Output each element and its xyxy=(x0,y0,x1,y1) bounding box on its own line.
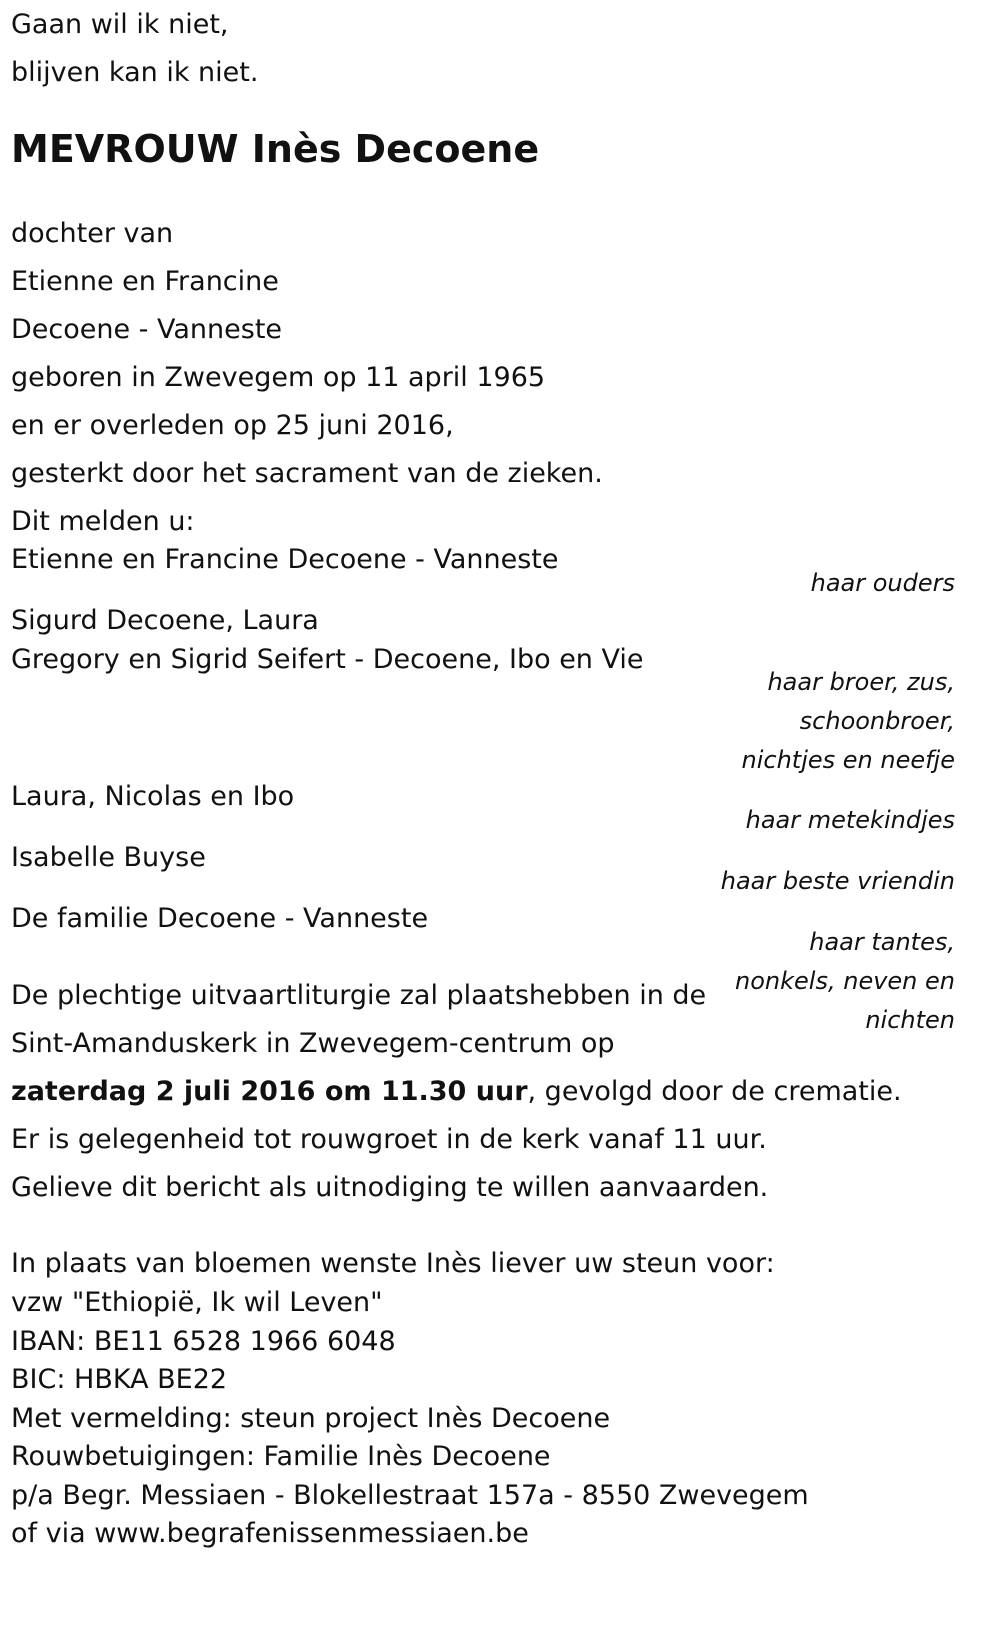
donation-line-5: Met vermelding: steun project Inès Decoene xyxy=(11,1403,611,1434)
announce-parents: Etienne en Francine Decoene - Vanneste xyxy=(11,544,559,575)
donation-line-2: vzw "Ethiopië, Ik wil Leven" xyxy=(11,1287,383,1318)
funeral-line-4: Er is gelegenheid tot rouwgroet in de kerk vanaf 11 uur. xyxy=(11,1124,767,1155)
page-title: MEVROUW Inès Decoene xyxy=(11,127,540,171)
donation-iban: IBAN: BE11 6528 1966 6048 xyxy=(11,1326,396,1357)
motto-line-2: blijven kan ik niet. xyxy=(11,57,259,88)
announce-godchildren: Laura, Nicolas en Ibo xyxy=(11,781,295,812)
funeral-line-2: Sint-Amanduskerk in Zwevegem-centrum op xyxy=(11,1028,615,1059)
funeral-line-1: De plechtige uitvaartliturgie zal plaatshebben in de xyxy=(11,980,707,1011)
announce-siblings-role-3: nichtjes en neefje xyxy=(741,746,955,774)
bio-line-3: Decoene - Vanneste xyxy=(11,314,283,345)
donation-bic: BIC: HBKA BE22 xyxy=(11,1364,228,1395)
bio-line-2: Etienne en Francine xyxy=(11,266,279,297)
motto-line-1: Gaan wil ik niet, xyxy=(11,9,229,40)
announce-godchildren-role: haar metekindjes xyxy=(745,806,955,834)
bio-line-5: en er overleden op 25 juni 2016, xyxy=(11,410,454,441)
address-line: p/a Begr. Messiaen - Blokellestraat 157a - 8550 Zwevegem xyxy=(11,1480,809,1511)
announce-friend: Isabelle Buyse xyxy=(11,842,206,873)
announce-family-role-1: haar tantes, xyxy=(809,928,955,956)
funeral-line-5: Gelieve dit bericht als uitnodiging te willen aanvaarden. xyxy=(11,1172,769,1203)
bio-line-1: dochter van xyxy=(11,218,174,249)
announce-family-role-3: nichten xyxy=(865,1006,955,1034)
funeral-line-3 xyxy=(11,1075,902,1109)
announce-siblings-role-2: schoonbroer, xyxy=(799,707,955,735)
announce-siblings-1: Sigurd Decoene, Laura xyxy=(11,605,319,636)
donation-line-1: In plaats van bloemen wenste Inès liever uw steun voor: xyxy=(11,1248,775,1279)
announce-parents-role: haar ouders xyxy=(810,569,955,597)
condolences-line: Rouwbetuigingen: Familie Inès Decoene xyxy=(11,1441,551,1472)
announce-family: De familie Decoene - Vanneste xyxy=(11,903,429,934)
website-line: of via www.begrafenissenmessiaen.be xyxy=(11,1518,529,1549)
bio-line-6: gesterkt door het sacrament van de zieken. xyxy=(11,458,603,489)
announce-siblings-role-1: haar broer, zus, xyxy=(767,668,955,696)
announce-friend-role: haar beste vriendin xyxy=(720,867,955,895)
announce-intro: Dit melden u: xyxy=(11,506,195,537)
announce-siblings-2: Gregory en Sigrid Seifert - Decoene, Ibo en Vie xyxy=(11,644,644,675)
funeral-date: zaterdag 2 juli 2016 om 11.30 uur xyxy=(11,1076,528,1107)
funeral-date-rest: , gevolgd door de crematie. xyxy=(527,1076,902,1107)
announce-family-role-2: nonkels, neven en xyxy=(735,967,955,995)
bio-line-4: geboren in Zwevegem op 11 april 1965 xyxy=(11,362,546,393)
